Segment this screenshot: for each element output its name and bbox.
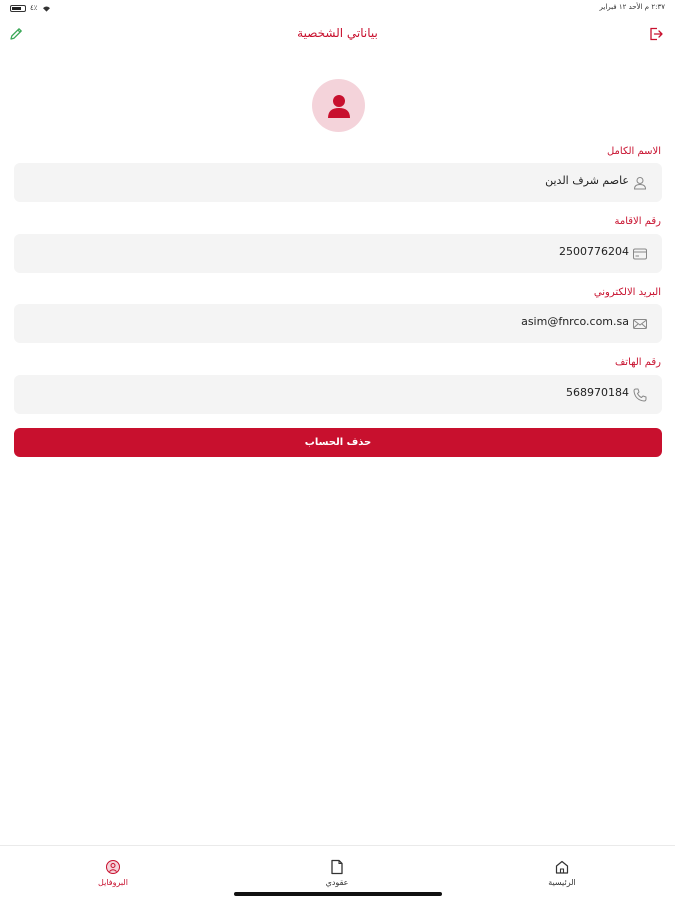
delete-account-label: حذف الحساب xyxy=(304,437,372,448)
email-label: البريد الالكتروني xyxy=(593,287,661,298)
nav-contracts-label: عقودي xyxy=(325,878,349,887)
mail-icon xyxy=(632,316,648,332)
full-name-value: عاصم شرف الدين xyxy=(545,174,629,187)
wifi-icon xyxy=(42,5,51,12)
delete-account-button[interactable] xyxy=(14,428,662,457)
nav-home-label: الرئيسية xyxy=(548,878,576,887)
page-title: بياناتي الشخصية xyxy=(297,26,378,40)
email-field[interactable] xyxy=(14,304,662,343)
full-name-field[interactable] xyxy=(14,163,662,202)
phone-value: 568970184 xyxy=(566,386,629,399)
home-indicator[interactable] xyxy=(234,892,442,896)
user-avatar-icon xyxy=(325,92,353,120)
logout-button[interactable] xyxy=(648,26,666,44)
status-time: ٢:٣٧ م xyxy=(644,3,665,11)
phone-icon xyxy=(632,387,648,403)
phone-field[interactable] xyxy=(14,375,662,414)
status-bar-right xyxy=(600,3,665,11)
avatar xyxy=(312,79,365,132)
battery-icon xyxy=(10,5,26,12)
full-name-label: الاسم الكامل xyxy=(606,146,661,157)
id-card-icon xyxy=(632,246,648,262)
nav-profile[interactable] xyxy=(73,859,153,887)
iqama-number-value: 2500776204 xyxy=(559,245,629,258)
nav-contracts[interactable] xyxy=(297,859,377,887)
status-bar-left xyxy=(10,3,51,13)
nav-profile-label: البروفايل xyxy=(98,878,128,887)
email-value: asim@fnrco.com.sa xyxy=(521,315,629,328)
user-icon xyxy=(632,175,648,191)
status-date: الأحد ١٢ فبراير xyxy=(599,3,643,11)
document-icon xyxy=(329,859,345,875)
iqama-number-label: رقم الاقامة xyxy=(614,216,661,227)
battery-percent: ٤٪ xyxy=(30,4,38,12)
phone-label: رقم الهاتف xyxy=(614,357,661,368)
logout-icon xyxy=(648,26,664,42)
iqama-number-field[interactable] xyxy=(14,234,662,273)
home-icon xyxy=(554,859,570,875)
profile-icon xyxy=(105,859,121,875)
nav-home[interactable] xyxy=(522,859,602,887)
